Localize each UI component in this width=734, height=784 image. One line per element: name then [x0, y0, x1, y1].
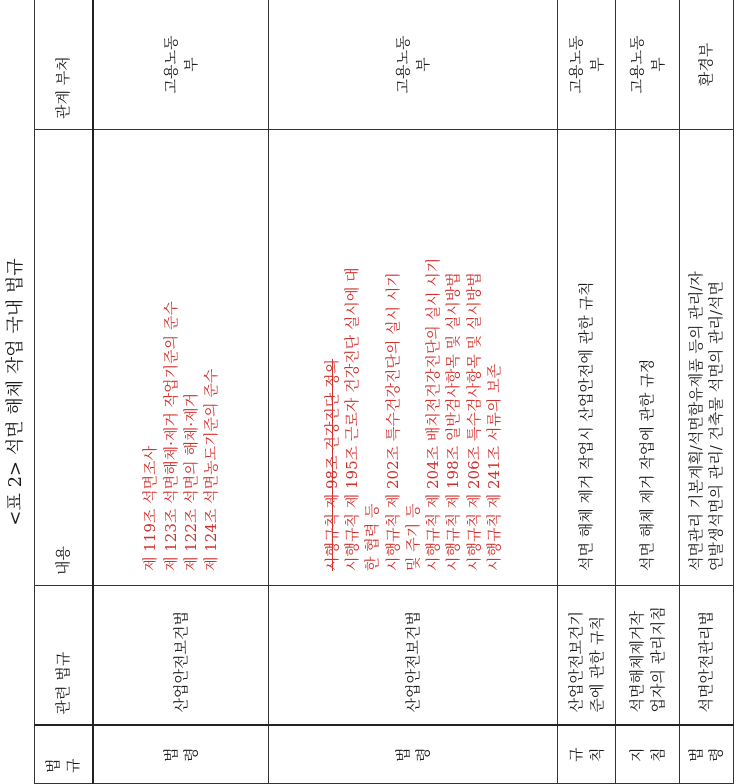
row-department [680, 0, 734, 130]
row-category-line-2: 령 [707, 747, 726, 762]
row-department-line-1: 고용노동 [628, 35, 647, 94]
content-line: 시행규칙 제 241조 서류의 보존 [484, 363, 503, 571]
row-category-line-1: 법 [393, 747, 412, 762]
row-category-line-1: 법 [687, 747, 705, 762]
row-category-line-1: 규 [567, 747, 586, 762]
header-content: 내용 [35, 130, 93, 586]
content-line: 시행규칙 제 206조 특수검사항목 및 실시방법 [464, 272, 483, 571]
content-line: 제 122조 석면의 해체·제거 [181, 392, 200, 571]
row-department-line-1: 고용노동 [161, 35, 180, 94]
content-line: 석면 해체 제거 작업시 산업안전에 관한 규칙 [577, 281, 596, 571]
row-category [558, 726, 616, 784]
table-row [680, 0, 734, 784]
header-law: 관련 법규 [35, 586, 93, 726]
header-category-line-2: 규 [64, 758, 83, 773]
row-category-line-2: 침 [648, 747, 667, 762]
row-category [269, 726, 558, 784]
table-row [558, 0, 616, 784]
row-department-line-1: 고용노동 [567, 35, 586, 94]
content-line: 석면관리 기본계획/석면함유제품 등의 관리/자 [687, 271, 705, 571]
row-department [558, 0, 616, 130]
table-caption: <표 2> 석면 해체 작업 국내 법규 [5, 258, 26, 526]
row-department-line-1: 고용노동 [393, 35, 412, 94]
row-department-line-2: 부 [181, 57, 200, 72]
rotated-table-frame [34, 0, 726, 784]
row-department-line-2: 부 [648, 57, 667, 72]
table-header-row [35, 0, 93, 784]
content-line: 시행규칙 제 195조 근로자 건강진단 실시에 대 [343, 267, 362, 571]
row-department [93, 0, 269, 130]
row-content [616, 130, 680, 586]
row-law: 산업안전보건기준에 관한 규칙 [558, 586, 616, 726]
row-department-line-2: 부 [414, 57, 432, 72]
content-line: 시행규칙 제 204조 배치전건강진단의 실시 시기 [424, 257, 443, 571]
header-category [35, 726, 93, 784]
table-row [269, 0, 558, 784]
content-line: 및 주기 등 [403, 503, 422, 571]
row-content [680, 130, 734, 586]
table-stage [34, 0, 726, 784]
content-line: 제 124조 석면농도기준의 준수 [202, 368, 220, 571]
content-line: 시행규칙 제 98조 건강진단 정의 [322, 358, 341, 571]
row-category [616, 726, 680, 784]
row-category-line-2: 령 [414, 747, 432, 762]
row-law: 산업안전보건법 [269, 586, 558, 726]
content-line: 한 협력 등 [363, 503, 382, 571]
table-row [616, 0, 680, 784]
header-category-line-1: 법 [44, 758, 62, 773]
row-department [269, 0, 558, 130]
row-category-line-2: 칙 [587, 747, 606, 762]
row-category [93, 726, 269, 784]
content-line: 제 119조 석면조사 [141, 445, 160, 571]
table-row [93, 0, 269, 784]
row-content [269, 130, 558, 586]
table-caption-wrap [0, 0, 28, 784]
row-category-line-2: 령 [181, 747, 200, 762]
row-content [558, 130, 616, 586]
row-category-line-1: 지 [628, 747, 647, 762]
content-line: 시행규칙 제 202조 특수건강진단의 실시 시기 [383, 272, 402, 571]
content-line: 제 123조 석면해체·제거 작업기준의 준수 [161, 301, 180, 571]
content-line: 연발생석면의 관리/ 건축물 석면의 관리/석면 [707, 280, 726, 571]
content-line: 시행규칙 제 198조 일반검사항목 및 실시방법 [444, 272, 463, 571]
row-law: 석면안전관리법 [680, 586, 734, 726]
row-department [616, 0, 680, 130]
regulations-table [34, 0, 734, 784]
row-law: 석면해체제거작업자의 관리지침 [616, 586, 680, 726]
row-category-line-1: 법 [161, 747, 180, 762]
header-department: 관계 부처 [35, 0, 93, 130]
row-content [93, 130, 269, 586]
row-category [680, 726, 734, 784]
row-law: 산업안전보건법 [93, 586, 269, 726]
row-department-line-2: 부 [587, 57, 606, 72]
row-department-line-1: 환경부 [697, 42, 716, 87]
content-line: 석면 해체 제거 작업에 관한 규정 [638, 358, 657, 571]
